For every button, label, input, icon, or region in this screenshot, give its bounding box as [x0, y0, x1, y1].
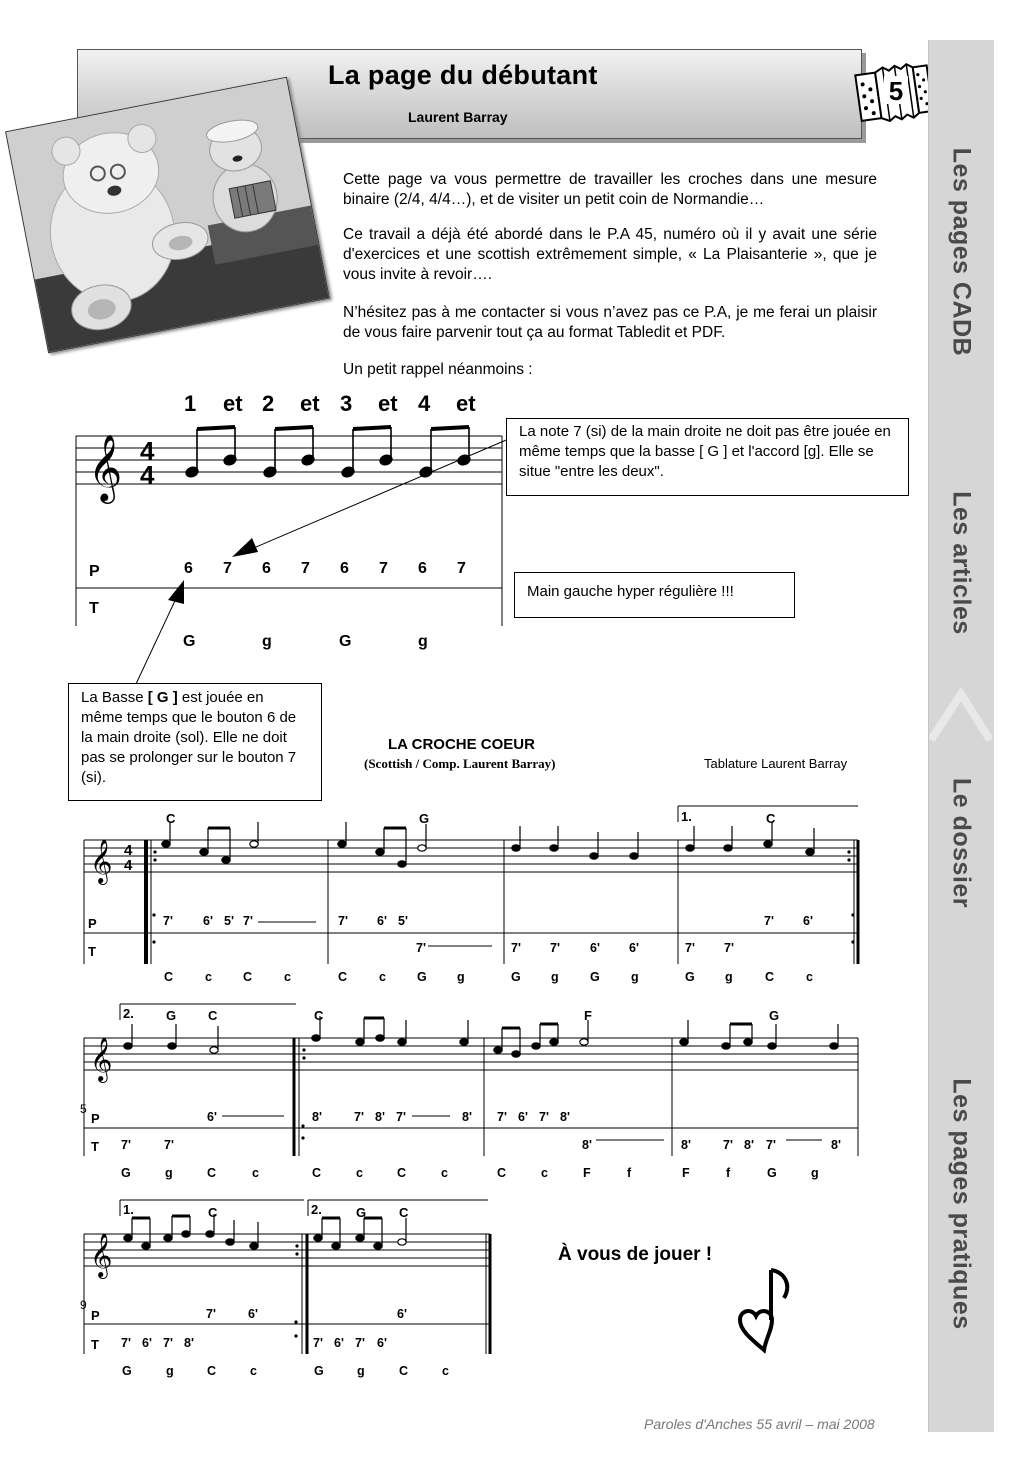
bass-value: g [166, 1364, 174, 1378]
chord-symbol: C [166, 811, 176, 826]
p-row-value: 7 [457, 560, 466, 577]
t-button: 7' [416, 941, 426, 955]
t-button: 7' [724, 941, 734, 955]
chord-symbol: C [766, 811, 776, 826]
t-button: 7' [511, 941, 521, 955]
sidebar-label-dossier[interactable]: Le dossier [947, 777, 976, 909]
bass-value: c [252, 1166, 259, 1180]
bass-value: C [397, 1166, 407, 1180]
t-button: 7' [164, 1138, 174, 1152]
bass-value: c [250, 1364, 257, 1378]
tune-subtitle: (Scottish / Comp. Laurent Barray) [364, 756, 556, 771]
intro-paragraph-4: Un petit rappel néanmoins : [343, 361, 533, 378]
t-button: 7' [766, 1138, 776, 1152]
intro-paragraph-1: Cette page va vous permettre de travailler les croches dans une mesure binaire (2/4, 4/4…), et de visiter un petit coin de Normandie… [343, 171, 877, 208]
chord-symbol: G [769, 1008, 780, 1023]
bass-value: c [806, 970, 813, 984]
t-button: 6' [590, 941, 600, 955]
left-hand-callout: Main gauche hyper régulière !!! [514, 572, 795, 618]
p-button: 6' [518, 1110, 528, 1124]
bass-callout [68, 683, 322, 801]
chord-symbol: G [356, 1205, 367, 1220]
bass-value: C [243, 970, 253, 984]
p-row-value: 6 [262, 560, 271, 577]
sidebar-label-pages-pratiques[interactable]: Les pages pratiques [947, 1078, 976, 1330]
ending-number: 2. [311, 1202, 322, 1217]
p-button: 5' [224, 914, 234, 928]
t-button: 7' [355, 1336, 365, 1350]
bass-value: g [631, 970, 639, 984]
bass-value: c [379, 970, 386, 984]
bass-value: c [356, 1166, 363, 1180]
chord-symbol: C [208, 1205, 218, 1220]
t-row-label: T [91, 1139, 99, 1154]
t-button: 7' [685, 941, 695, 955]
t-button: 7' [121, 1138, 131, 1152]
p-row-value: 7 [301, 560, 310, 577]
chord-symbol: G [419, 811, 430, 826]
sidebar-label-articles[interactable]: Les articles [947, 491, 976, 635]
p-button: 5' [398, 914, 408, 928]
right-hand-callout: La note 7 (si) de la main droite ne doit pas être jouée en même temps que la basse [ G ] et l'accord [g]. Elle se situe "entre les deux". [506, 418, 909, 496]
bass-value: C [312, 1166, 322, 1180]
footer-text: Paroles d'Anches 55 avril – mai 2008 [644, 1416, 875, 1432]
bass-value: g [457, 970, 465, 984]
t-button: 6' [629, 941, 639, 955]
t-button: 6' [377, 1336, 387, 1350]
p-button: 7' [206, 1307, 216, 1321]
p-button: 7' [243, 914, 253, 928]
p-button: 6' [248, 1307, 258, 1321]
bass-value: C [207, 1166, 217, 1180]
t-button: 6' [334, 1336, 344, 1350]
tablature-credit: Tablature Laurent Barray [704, 756, 848, 771]
author-name: Laurent Barray [408, 109, 508, 125]
treble-clef-icon: 𝄞 [88, 435, 123, 500]
p-row-label: P [91, 1308, 100, 1323]
bass-value: G [590, 970, 600, 984]
bass-value: c [442, 1364, 449, 1378]
beat-label: 2 [262, 391, 275, 416]
bass-value: F [682, 1166, 690, 1180]
bass-value: C [399, 1364, 409, 1378]
bass-value: C [338, 970, 348, 984]
tune-system-1-staff [80, 800, 862, 970]
bass-callout-rest: est jouée en même temps que le bouton 6 de la main droite (sol). Elle ne doit pas se prolonger sur le bouton 7 (si). [81, 689, 297, 786]
beat-label: et [378, 391, 398, 416]
t-button: 8' [681, 1138, 691, 1152]
bass-value: g [357, 1364, 365, 1378]
bass-value: g [262, 633, 272, 650]
t-button: 7' [163, 1336, 173, 1350]
svg-text:4: 4 [124, 857, 133, 874]
measure-number: 9 [80, 1298, 87, 1312]
bass-value: g [418, 633, 428, 650]
bass-value: C [207, 1364, 217, 1378]
closing-text: À vous de jouer ! [558, 1244, 713, 1265]
p-row-label: P [91, 1111, 100, 1126]
p-button: 8' [560, 1110, 570, 1124]
p-button: 7' [163, 914, 173, 928]
p-button: 6' [803, 914, 813, 928]
chord-symbol: C [208, 1008, 218, 1023]
tune-title: LA CROCHE COEUR [388, 736, 535, 753]
sidebar-label-pages-cadb[interactable]: Les pages CADB [947, 147, 976, 357]
treble-clef-icon: 𝄞 [90, 1039, 113, 1081]
bass-value: C [164, 970, 174, 984]
measure-number: 5 [80, 1102, 87, 1116]
p-row-label: P [89, 563, 100, 580]
bass-value: G [183, 633, 196, 650]
bass-value: c [541, 1166, 548, 1180]
bass-value: g [725, 970, 733, 984]
p-button: 6' [377, 914, 387, 928]
t-button: 8' [744, 1138, 754, 1152]
chord-symbol: C [399, 1205, 409, 1220]
bass-value: G [314, 1364, 324, 1378]
t-button: 7' [121, 1336, 131, 1350]
p-button: 6' [203, 914, 213, 928]
p-row-value: 7 [379, 560, 388, 577]
bass-value: F [583, 1166, 591, 1180]
chord-symbol: G [166, 1008, 177, 1023]
svg-text:4: 4 [140, 460, 155, 490]
t-button: 8' [582, 1138, 592, 1152]
bass-value: C [765, 970, 775, 984]
beat-label: et [223, 391, 243, 416]
sidebar-chevron-decoration [929, 676, 992, 756]
bass-value: f [627, 1166, 632, 1180]
heart-note-icon [734, 1262, 798, 1362]
bass-value: f [726, 1166, 731, 1180]
t-row-label: T [88, 944, 96, 959]
intro-paragraph-3: N’hésitez pas à me contacter si vous n’avez pas ce P.A, je me ferai un plaisir de vous faire parvenir tout ça au format Tabledit et PDF. [343, 304, 877, 341]
bass-value: c [441, 1166, 448, 1180]
accordion-icon [852, 56, 938, 128]
p-row-label: P [88, 916, 97, 931]
bass-value: c [284, 970, 291, 984]
bass-callout-prefix: La Basse [81, 689, 148, 706]
teddy-bears-photo [5, 77, 330, 354]
bass-value: G [121, 1166, 131, 1180]
p-row-value: 6 [340, 560, 349, 577]
intro-paragraph-2: Ce travail a déjà été abordé dans le P.A 45, numéro où il y avait une série d'exercices et une scottish extrêmement simple, « La Plaisanterie », que je vous invite à revoir…. [343, 226, 877, 283]
bass-value: G [685, 970, 695, 984]
p-row-value: 6 [184, 560, 193, 577]
beat-label: 3 [340, 391, 353, 416]
t-button: 7' [550, 941, 560, 955]
beat-label: et [456, 391, 476, 416]
p-button: 7' [497, 1110, 507, 1124]
p-button: 8' [462, 1110, 472, 1124]
chord-symbol: F [584, 1008, 592, 1023]
p-button: 8' [312, 1110, 322, 1124]
bass-value: C [497, 1166, 507, 1180]
treble-clef-icon: 𝄞 [90, 1235, 113, 1277]
bass-value: G [767, 1166, 777, 1180]
beat-label: 1 [184, 391, 197, 416]
ending-number: 1. [681, 809, 692, 824]
t-row-label: T [91, 1337, 99, 1352]
p-row-value: 6 [418, 560, 427, 577]
t-button: 6' [142, 1336, 152, 1350]
chord-symbol: C [314, 1008, 324, 1023]
p-button: 7' [354, 1110, 364, 1124]
t-button: 7' [313, 1336, 323, 1350]
p-button: 7' [338, 914, 348, 928]
t-button: 7' [723, 1138, 733, 1152]
bass-value: g [551, 970, 559, 984]
page-number: 5 [888, 76, 904, 106]
p-button: 8' [375, 1110, 385, 1124]
bass-value: g [165, 1166, 173, 1180]
p-button: 7' [764, 914, 774, 928]
bass-callout-bold: [ G ] [147, 689, 182, 706]
beat-label: 4 [418, 391, 431, 416]
bass-value: G [417, 970, 427, 984]
ending-number: 1. [123, 1202, 134, 1217]
svg-text:4: 4 [140, 436, 155, 466]
t-button: 8' [184, 1336, 194, 1350]
p-button: 6' [397, 1307, 407, 1321]
exercise-staff [74, 420, 506, 630]
p-row-value: 7 [223, 560, 232, 577]
p-button: 7' [396, 1110, 406, 1124]
bass-value: c [205, 970, 212, 984]
t-button: 8' [831, 1138, 841, 1152]
bass-value: g [811, 1166, 819, 1180]
bass-value: G [122, 1364, 132, 1378]
treble-clef-icon: 𝄞 [90, 841, 113, 883]
p-button: 6' [207, 1110, 217, 1124]
p-button: 7' [539, 1110, 549, 1124]
ending-number: 2. [123, 1006, 134, 1021]
bass-value: G [339, 633, 352, 650]
beat-label: et [300, 391, 320, 416]
svg-text:4: 4 [124, 842, 133, 859]
t-row-label: T [89, 600, 99, 617]
bass-value: G [511, 970, 521, 984]
page-title: La page du débutant [328, 60, 598, 90]
